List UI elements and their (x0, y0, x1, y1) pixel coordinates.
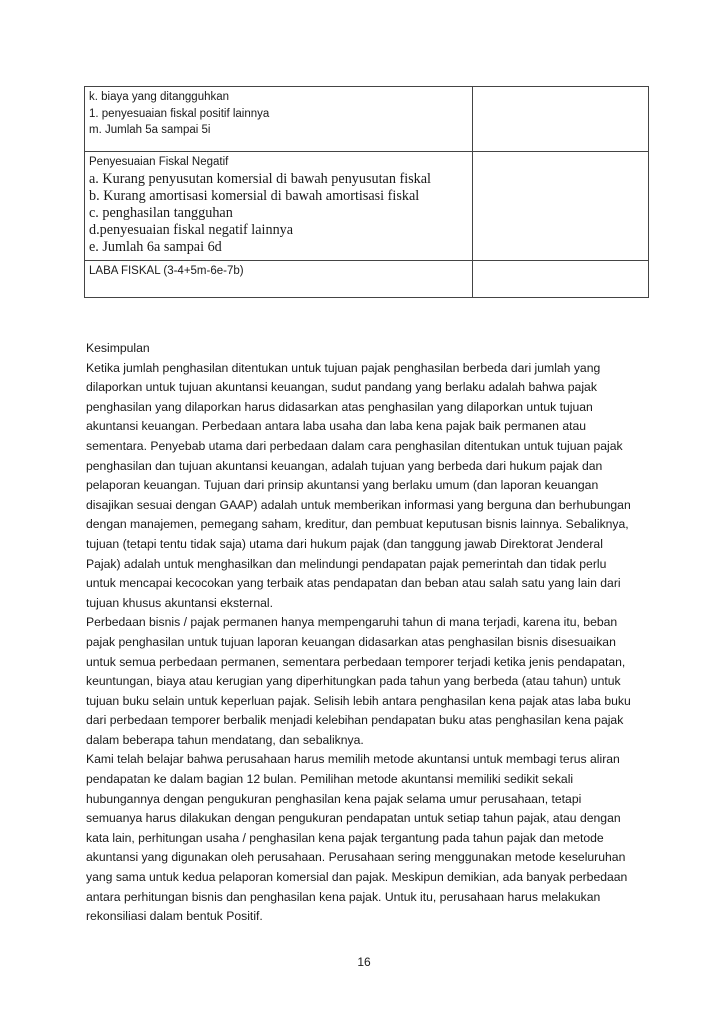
text-line: akuntansi yang digunakan oleh perusahaan. Perusahaan sering menggunakan metode keseluruhan (86, 850, 626, 865)
text-line: antara perhitungan bisnis dan penghasilan kena pajak. Untuk itu, perusahaan harus melakukan (86, 889, 601, 904)
fiscal-reconciliation-table (84, 86, 649, 298)
text-line: Kami telah belajar bahwa perusahaan harus memilih metode akuntansi untuk membagi terus aliran (86, 752, 620, 767)
text-line: dengan manajemen, pemegang saham, kreditur, dan pembuat keputusan bisnis lainnya. Sebaliknya, (86, 517, 629, 532)
table-row (85, 152, 649, 261)
table-line: b. Kurang amortisasi komersial di bawah amortisasi fiskal (89, 187, 420, 204)
text-line: tujuan khusus akuntansi eksternal. (86, 595, 273, 610)
text-line: tujuan buku selain untuk keperluan pajak. Selisih lebih antara penghasilan kena pajak atas laba buku (86, 693, 631, 708)
text-line: pajak penghasilan untuk tujuan laporan keuangan didasarkan atas penghasilan bisnis disesuaikan (86, 634, 616, 649)
text-line: yang sama untuk kedua pelaporan komersial dan pajak. Meskipun demikian, ada banyak perbedaan (86, 870, 628, 885)
text-line: Pajak) adalah untuk menghasilkan dan melindungi pendapatan pajak pemerintah dan tidak perlu (86, 556, 607, 571)
text-line: tujuan (tetapi tentu tidak saja) utama dari hukum pajak (dan tanggung jawab Direktorat Jenderal (86, 536, 603, 551)
table-line: 1. penyesuaian fiskal positif lainnya (89, 107, 270, 120)
table-section-heading: Penyesuaian Fiskal Negatif (89, 156, 229, 168)
table-row (85, 87, 649, 152)
text-line: Perbedaan bisnis / pajak permanen hanya mempengaruhi tahun di mana terjadi, karena itu, beban (86, 615, 618, 630)
text-line: kata lain, perhitungan usaha / penghasilan kena pajak tergantung pada tahun pajak dan metode (86, 830, 604, 845)
table-line: m. Jumlah 5a sampai 5i (89, 124, 211, 136)
text-line: dalam beberapa tahun mendatang, dan sebaliknya. (86, 732, 364, 747)
text-line: penghasilan dan tujuan akuntansi keuangan, adalah tujuan yang berbeda dari hukum pajak dan (86, 458, 603, 473)
text-line: dari perbedaan temporer berbalik menjadi kelebihan pendapatan buku atas penghasilan kena pajak (86, 713, 624, 728)
text-line: pendapatan ke dalam bagian 12 bulan. Pemilihan metode akuntansi memiliki sedikit sekali (86, 772, 574, 787)
table-line: d.penyesuaian fiskal negatif lainnya (89, 221, 294, 238)
text-line: untuk semua perbedaan permanen, sementara perbedaan temporer terjadi ketika jenis pendapatan, (86, 654, 626, 669)
text-line: rekonsiliasi dalam bentuk Positif. (86, 909, 263, 924)
text-line: dilaporkan untuk tujuan akuntansi keuangan, sudut pandang yang berlaku adalah bahwa pajak (86, 380, 597, 395)
text-line: pelaporan keuangan. Tujuan dari prinsip akuntansi yang berlaku umum (dan laporan keuangan (86, 478, 599, 493)
section-title: Kesimpulan (86, 341, 150, 355)
table-line: e. Jumlah 6a sampai 6d (89, 238, 222, 255)
text-line: penghasilan yang dilaporkan harus didasarkan atas penghasilan yang dilaporkan untuk tujuan (86, 399, 593, 414)
table-line: a. Kurang penyusutan komersial di bawah penyusutan fiskal (89, 170, 431, 187)
text-line: disajikan sesuai dengan GAAP) adalah untuk memberikan informasi yang berguna dan berhubungan (86, 497, 631, 512)
table-cell-value (473, 261, 649, 298)
text-line: Ketika jumlah penghasilan ditentukan untuk tujuan pajak penghasilan berbeda dari jumlah yang (86, 360, 601, 375)
table-row (85, 261, 649, 298)
text-line: untuk mencapai kecocokan yang terbaik atas pendapatan dan beban atau salah satu yang lain dari (86, 576, 621, 591)
table-line: c. penghasilan tangguhan (89, 204, 233, 221)
table-cell-label (85, 152, 473, 261)
text-line: akuntansi keuangan. Perbedaan antara laba usaha dan laba kena pajak baik permanen atau (86, 419, 587, 434)
text-line: sementara. Penyebab utama dari perbedaan dalam cara penghasilan ditentukan untuk tujuan pajak (86, 438, 623, 453)
page-number: 16 (357, 955, 371, 969)
table-cell-value (473, 152, 649, 261)
table-cell-value (473, 87, 649, 152)
conclusion-section (86, 339, 656, 927)
table-cell-label (85, 87, 473, 152)
table-line: k. biaya yang ditangguhkan (89, 91, 230, 103)
text-line: semuanya harus dilakukan dengan pengukuran pendapatan untuk setiap tahun pajak, atau dengan (86, 811, 621, 826)
table-cell-label: LABA FISKAL (3-4+5m-6e-7b) (85, 261, 473, 298)
text-line: hubungannya dengan pengukuran penghasilan kena pajak selama umur perusahaan, tetapi (86, 791, 582, 806)
text-line: keuntungan, biaya atau kerugian yang diperhitungkan pada tahun yang berbeda (atau tahun) untuk (86, 674, 621, 689)
